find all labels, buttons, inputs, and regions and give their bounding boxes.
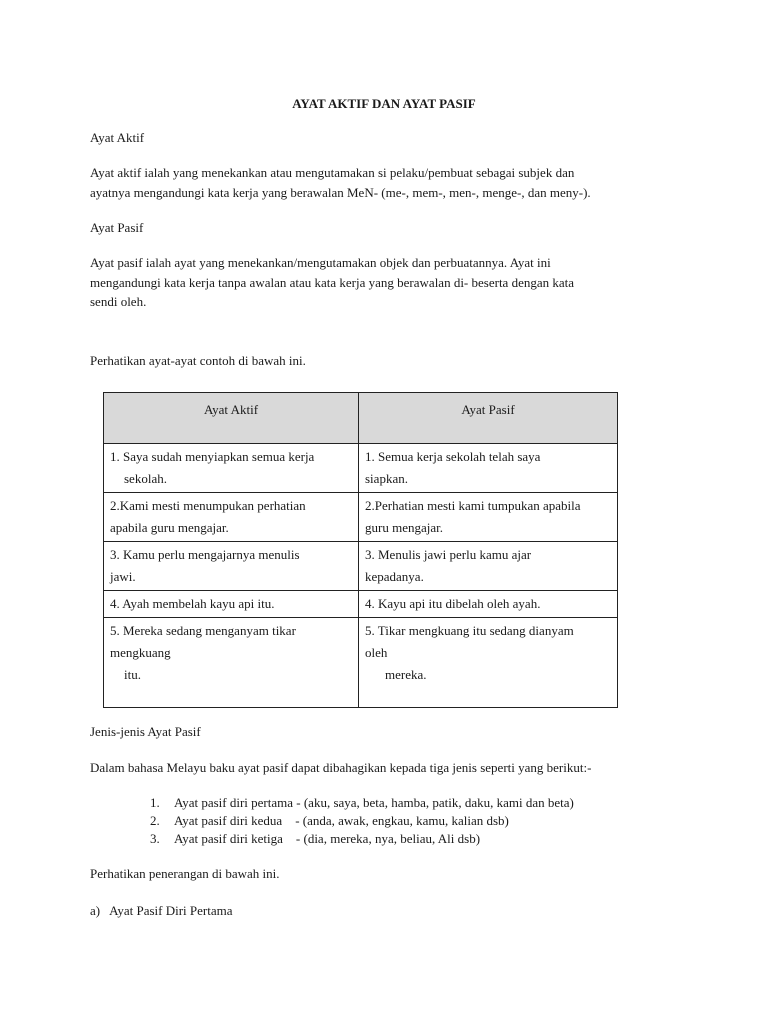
table-cell [104,618,359,708]
paragraph-ayat-aktif [90,163,690,202]
heading-jenis-ayat-pasif: Jenis-jenis Ayat Pasif [90,724,201,739]
list-text: Ayat pasif diri kedua - (anda, awak, engkau, kamu, kalian dsb) [174,813,509,828]
cell-text: 2.Kami mesti menumpukan perhatian [110,498,306,513]
cell-text: 4. Kayu api itu dibelah oleh ayah. [365,596,541,611]
table-row [104,444,618,493]
table-cell [359,542,618,591]
table-cell [359,591,618,618]
paragraph-line: mengandungi kata kerja tanpa awalan atau kata kerja yang berawalan di- beserta dengan kata [90,274,575,290]
kinds-list [150,794,574,848]
cell-text: itu. [124,667,141,682]
cell-text: jawi. [110,569,136,584]
column-header-aktif: Ayat Aktif [104,393,359,444]
heading-ayat-aktif: Ayat Aktif [90,130,145,145]
table-cell [104,444,359,493]
list-number: 1. [150,795,160,810]
table-header-row [104,393,618,444]
table-cell [104,493,359,542]
cell-text: 5. Mereka sedang menganyam tikar [110,623,296,638]
paragraph-perhatikan: Perhatikan penerangan di bawah ini. [90,866,280,881]
table-cell [359,493,618,542]
examples-intro: Perhatikan ayat-ayat contoh di bawah ini. [90,353,306,368]
list-item [150,812,574,830]
cell-text: 5. Tikar mengkuang itu sedang dianyam [365,623,574,638]
comparison-table [103,392,618,708]
table-row [104,493,618,542]
cell-text: 3. Kamu perlu mengajarnya menulis [110,547,300,562]
cell-text: guru mengajar. [365,520,443,535]
table-cell [104,542,359,591]
list-text: Ayat pasif diri pertama - (aku, saya, beta, hamba, patik, daku, kami dan beta) [174,795,574,810]
cell-text: 4. Ayah membelah kayu api itu. [110,596,275,611]
cell-text: apabila guru mengajar. [110,520,229,535]
column-header-pasif: Ayat Pasif [359,393,618,444]
paragraph-line: ayatnya mengandungi kata kerja yang berawalan MeN- (me-, mem-, men-, menge-, dan meny-). [90,184,591,200]
list-item [150,830,574,848]
cell-text: oleh [365,645,388,660]
cell-text: 3. Menulis jawi perlu kamu ajar [365,547,532,562]
paragraph-jenis: Dalam bahasa Melayu baku ayat pasif dapat dibahagikan kepada tiga jenis seperti yang berikut:- [90,760,592,775]
paragraph-line: Ayat pasif ialah ayat yang menekankan/mengutamakan objek dan perbuatannya. Ayat ini [90,255,551,270]
list-number: 3. [150,831,160,846]
list-text: Ayat pasif diri ketiga - (dia, mereka, nya, beliau, Ali dsb) [174,831,481,846]
paragraph-line: sendi oleh. [90,294,147,309]
list-number: 2. [150,813,160,828]
cell-text: kepadanya. [365,569,424,584]
cell-text: 1. Semua kerja sekolah telah saya [365,449,541,464]
table-cell [104,591,359,618]
cell-text: sekolah. [124,471,167,486]
table-cell [359,618,618,708]
cell-text: 1. Saya sudah menyiapkan semua kerja [110,449,315,464]
paragraph-ayat-pasif [90,253,690,312]
document-title: AYAT AKTIF DAN AYAT PASIF [292,96,476,111]
cell-text: mengkuang [110,645,171,660]
cell-text: 2.Perhatian mesti kami tumpukan apabila [365,498,581,513]
table-cell [359,444,618,493]
table-row [104,591,618,618]
list-item [150,794,574,812]
cell-text: mereka. [385,667,427,682]
cell-text: siapkan. [365,471,408,486]
paragraph-line: Ayat aktif ialah yang menekankan atau mengutamakan si pelaku/pembuat sebagai subjek dan [90,165,575,180]
subheading-ayat-pasif-diri-pertama: a) Ayat Pasif Diri Pertama [90,903,233,918]
table-row [104,618,618,708]
table-row [104,542,618,591]
heading-ayat-pasif: Ayat Pasif [90,220,144,235]
